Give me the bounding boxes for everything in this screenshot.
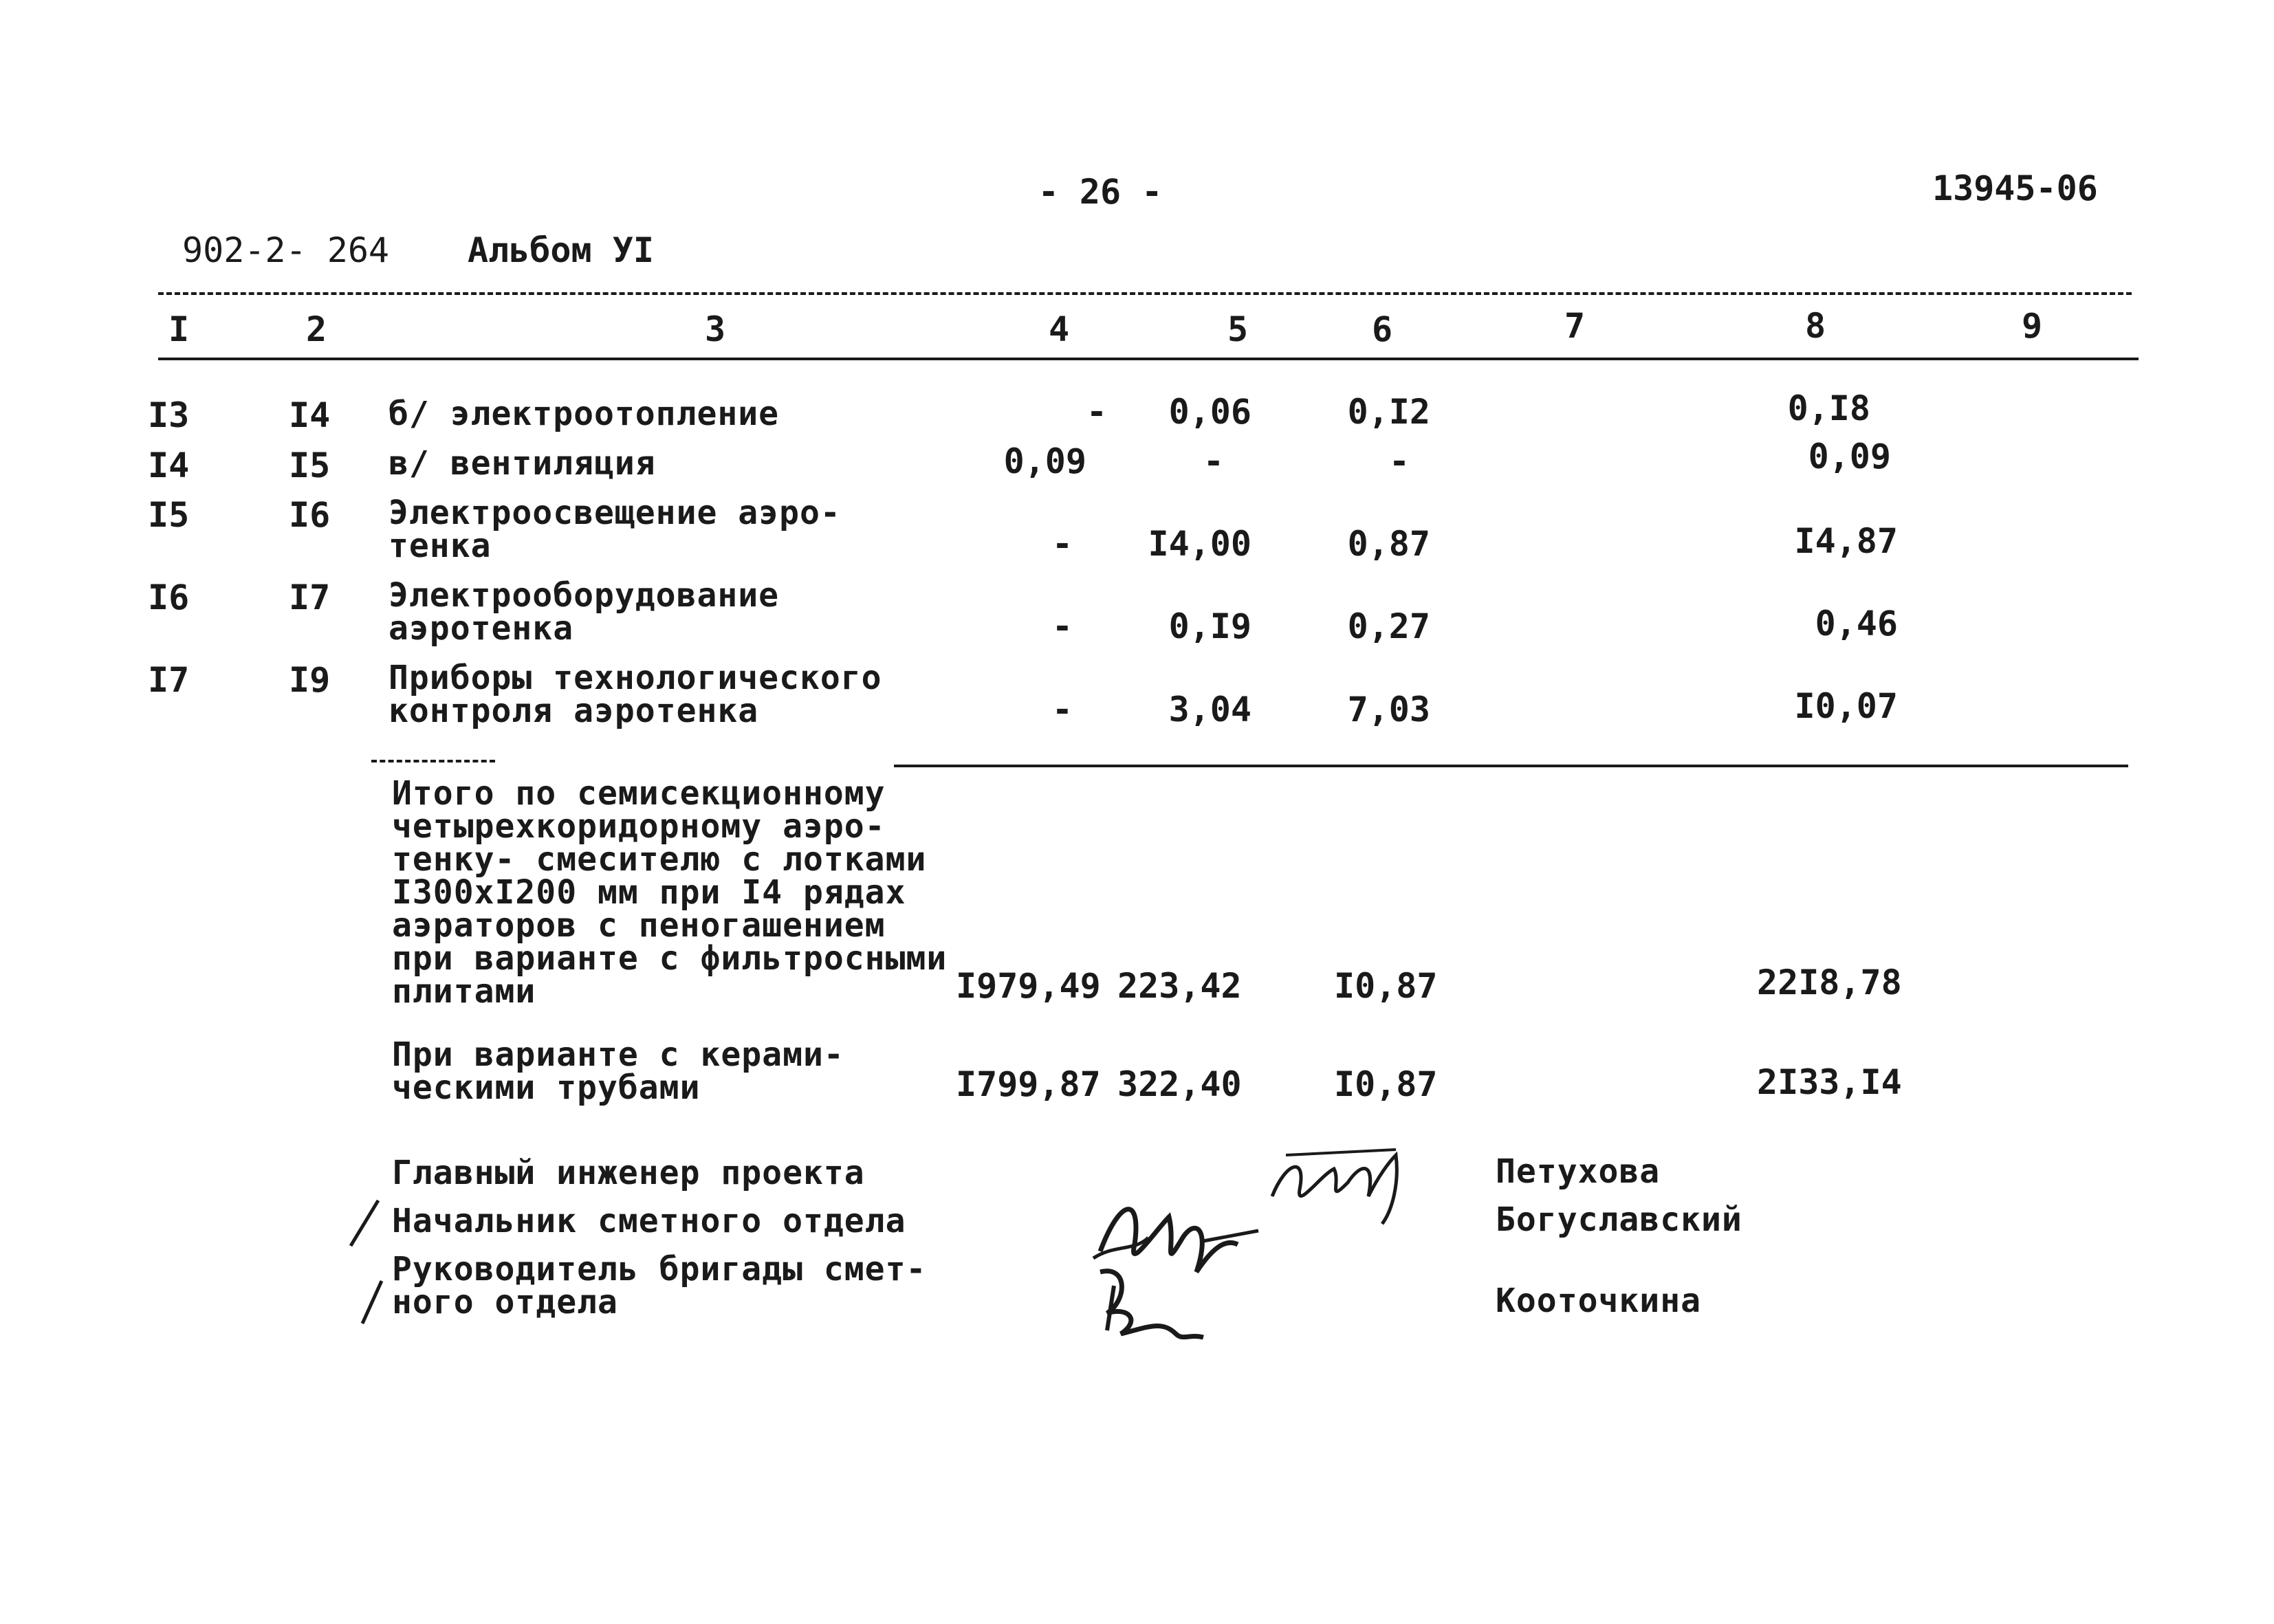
row-ref: I7 <box>289 578 331 617</box>
role-chief-engineer: Главный инженер проекта <box>392 1154 865 1192</box>
total-col6: I0,87 <box>1334 966 1438 1006</box>
col-header-2: 2 <box>305 309 327 349</box>
cell-col4: - <box>1051 690 1073 729</box>
col-header-3: 3 <box>704 309 726 349</box>
row-description-line1: Электроосвещение аэро- <box>389 494 841 532</box>
cell-col4: 0,09 <box>1003 441 1086 481</box>
cell-col6: 0,I2 <box>1347 392 1430 432</box>
col-header-4: 4 <box>1048 309 1070 349</box>
cell-col8: I0,07 <box>1794 686 1898 726</box>
total-separator-left <box>371 760 495 762</box>
cell-col6: 0,87 <box>1347 524 1430 564</box>
row-description-line2: контроля аэротенка <box>389 692 759 730</box>
variant-col4: I799,87 <box>956 1064 1101 1104</box>
page-number: - 26 - <box>1038 172 1163 212</box>
total-description-line3: тенку- смесителю с лотками <box>392 840 927 879</box>
row-number: I4 <box>148 446 190 485</box>
col-header-7: 7 <box>1564 306 1586 346</box>
row-description-line1: Приборы технологического <box>389 659 882 697</box>
col-header-8: 8 <box>1804 306 1826 346</box>
cell-col6: 7,03 <box>1347 690 1430 729</box>
row-description-line2: тенка <box>389 527 492 565</box>
cell-col5: 0,I9 <box>1168 606 1251 646</box>
cell-col6: - <box>1388 441 1410 481</box>
cell-col5: 3,04 <box>1168 690 1251 729</box>
name-kostochkina: Кооточкина <box>1496 1282 1701 1320</box>
row-ref: I4 <box>289 395 331 435</box>
row-ref: I9 <box>289 660 331 700</box>
cell-col5: I4,00 <box>1148 524 1251 564</box>
total-description-line1: Итого по семисекционному <box>392 774 886 813</box>
variant-col6: I0,87 <box>1334 1064 1438 1104</box>
row-description: б/ электроотопление <box>389 395 780 433</box>
cell-col4: - <box>1086 392 1107 432</box>
row-number: I6 <box>148 578 190 617</box>
cell-col6: 0,27 <box>1347 606 1430 646</box>
total-description-line7: плитами <box>392 972 536 1011</box>
row-number: I3 <box>148 395 190 435</box>
cell-col5: 0,06 <box>1168 392 1251 432</box>
row-description-line1: Электрооборудование <box>389 576 780 615</box>
row-description-line2: аэротенка <box>389 609 574 648</box>
role-team-lead-line2: ного отдела <box>392 1283 618 1321</box>
project-code: 902-2- 264 <box>182 230 390 270</box>
total-description-line5: аэраторов с пеногашением <box>392 906 886 945</box>
role-estimate-head: Начальник сметного отдела <box>392 1202 906 1240</box>
variant-description-line1: При варианте с керами- <box>392 1035 844 1074</box>
cell-col8: 0,46 <box>1815 604 1898 644</box>
row-description: в/ вентиляция <box>389 444 656 483</box>
total-col4: I979,49 <box>956 966 1101 1006</box>
variant-col5: 322,40 <box>1117 1064 1242 1104</box>
cell-col8: 0,09 <box>1808 437 1891 476</box>
total-col8: 22I8,78 <box>1757 963 1902 1002</box>
name-petukhova: Петухова <box>1496 1152 1661 1191</box>
col-header-6: 6 <box>1371 309 1393 349</box>
row-number: I5 <box>148 495 190 535</box>
document-code: 13945-06 <box>1932 168 2098 208</box>
signature-chief-engineer <box>1258 1134 1410 1238</box>
row-ref: I6 <box>289 495 331 535</box>
check-mark-icon <box>344 1196 385 1251</box>
total-col5: 223,42 <box>1117 966 1242 1006</box>
role-team-lead-line1: Руководитель бригады смет- <box>392 1250 927 1288</box>
header-top-rule <box>158 292 2132 295</box>
row-ref: I5 <box>289 446 331 485</box>
cell-col4: - <box>1051 606 1073 646</box>
cell-col4: - <box>1051 524 1073 564</box>
col-header-5: 5 <box>1227 309 1249 349</box>
total-separator <box>894 765 2128 767</box>
total-description-line2: четырехкоридорному аэро- <box>392 807 886 846</box>
row-number: I7 <box>148 660 190 700</box>
total-description-line6: при варианте с фильтросными <box>392 939 948 978</box>
cell-col8: 0,I8 <box>1787 388 1870 428</box>
total-description-line4: I300xI200 мм при I4 рядах <box>392 873 906 912</box>
cell-col8: I4,87 <box>1794 521 1898 561</box>
check-mark-icon <box>354 1275 389 1330</box>
col-header-9: 9 <box>2021 306 2043 346</box>
cell-col5: - <box>1203 441 1224 481</box>
variant-col8: 2I33,I4 <box>1757 1062 1902 1102</box>
signature-team-lead <box>1086 1258 1210 1348</box>
header-bottom-rule <box>158 358 2139 360</box>
variant-description-line2: ческими трубами <box>392 1068 701 1107</box>
album-label: Альбом УI <box>468 230 654 270</box>
col-header-1: I <box>168 309 190 349</box>
name-boguslavsky: Богуславский <box>1496 1200 1742 1239</box>
